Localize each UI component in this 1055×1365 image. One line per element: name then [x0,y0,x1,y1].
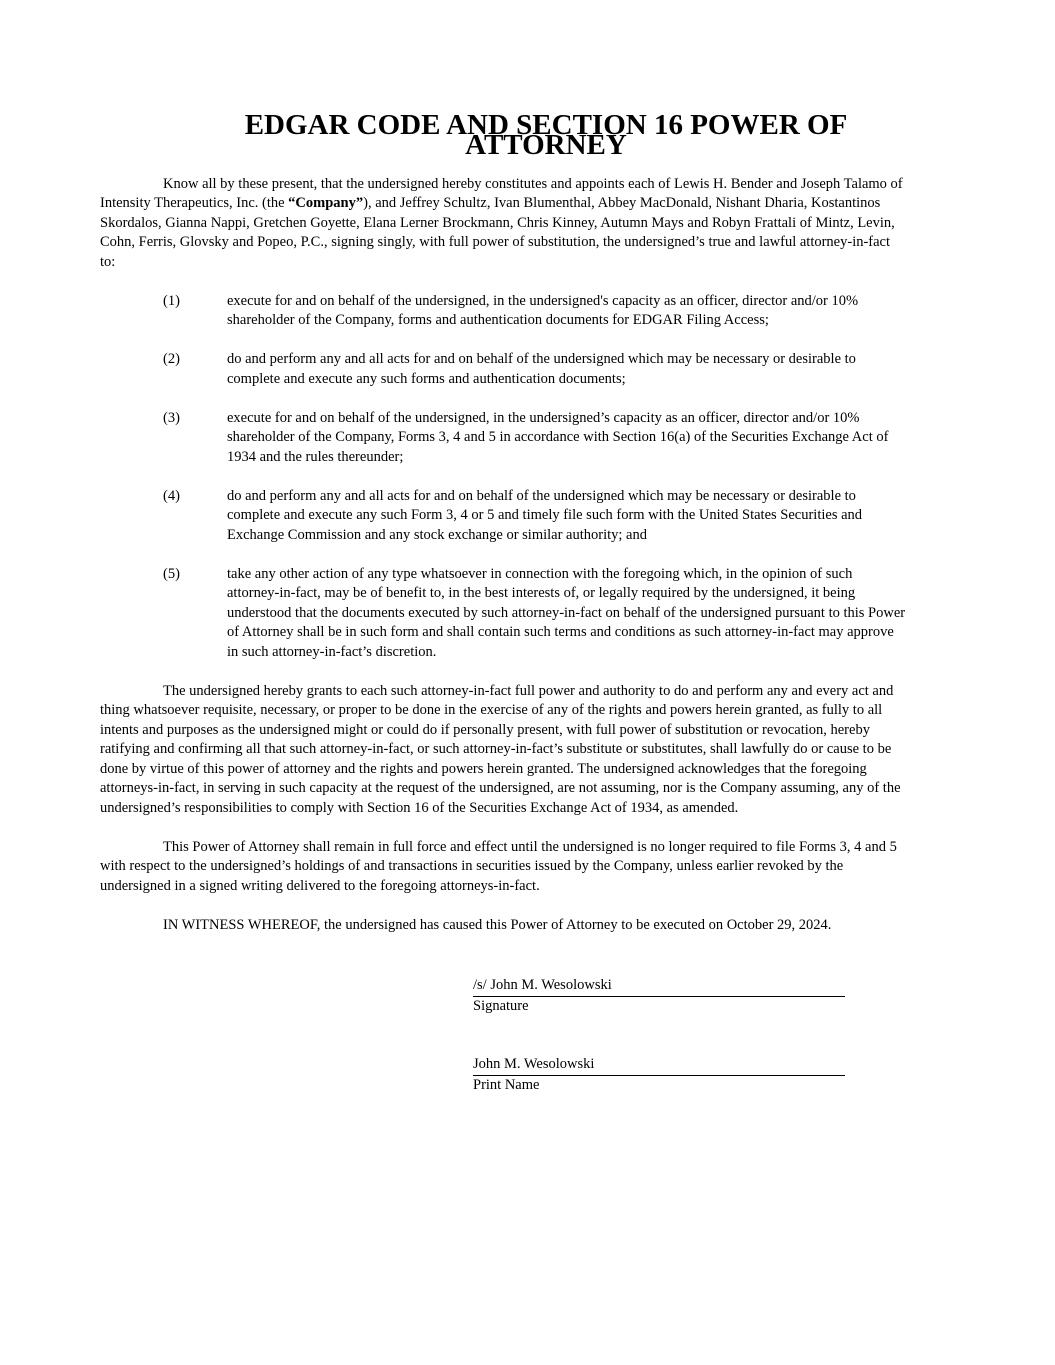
list-item-1 [100,292,908,331]
intro-text-after: ), and Jeffrey Schultz, Ivan Blumenthal, Abbey MacDonald, Nishant Dharia, Kostantinos Skordalos, Gianna Nappi, Gretchen Goyette, Elana Lerner Brockmann, Chris Kinney, Autumn Mays and Robyn Frattali of Mintz, Levin, Cohn, Ferris, Glovsky and Popeo, P.C., signing singly, with full power of substitution, the undersigned’s true and lawful attorney-in-fact to: [100,195,895,270]
signature-block [473,976,908,1095]
list-item-2-number: (2) [163,351,180,367]
list-item-5 [100,565,908,663]
signature-line: /s/ John M. Wesolowski [473,976,845,997]
duration-paragraph: This Power of Attorney shall remain in full force and effect until the undersigned is no longer required to file Forms 3, 4 and 5 with respect to the undersigned’s holdings of and transactions in securities issued by the Company, unless earlier revoked by the undersigned in a signed writing delivered to the foregoing attorneys-in-fact. [100,838,897,894]
list-item-4-text: do and perform any and all acts for and on behalf of the undersigned which may be necessary or desirable to complete and execute any such Form 3, 4 or 5 and timely file such form with the United States Securities and Exchange Commission and any stock exchange or similar authority; and [227,487,863,543]
list-item-1-number: (1) [163,292,180,309]
grant-of-authority-paragraph: The undersigned hereby grants to each such attorney-in-fact full power and authority to do and perform any and every act and thing whatsoever requisite, necessary, or proper to be done in the exercise of any of the rights and powers herein granted, as fully to all intents and purposes as the undersigned might or could do if personally present, with full power of substitution or revocation, hereby ratifying and confirming all that such attorney-in-fact, or such attorney-in-fact’s substitute or substitutes, shall lawfully do or cause to be done by virtue of this power of attorney and the rights and powers herein granted. The undersigned acknowledges that the foregoing attorneys-in-fact, in serving in such capacity at the request of the undersigned, are not assuming, nor is the Company assuming, any of the undersigned’s responsibilities to comply with Section 16 of the Securities Exchange Act of 1934, as amended. [100,682,901,816]
list-item-3-number: (3) [163,409,180,426]
list-item-5-text: take any other action of any type whatsoever in connection with the foregoing which, in the opinion of such attorney-in-fact, may be of benefit to, in the best interests of, or legally required by the undersigned, it being understood that the documents executed by such attorney-in-fact on behalf of the undersigned pursuant to this Power of Attorney shall be in such form and shall contain such terms and conditions as such attorney-in-fact may approve in such attorney-in-fact’s discretion. [227,565,906,660]
list-item-3 [100,409,908,468]
witness-paragraph: IN WITNESS WHEREOF, the undersigned has caused this Power of Attorney to be executed on October 29, 2024. [163,916,832,933]
list-item-4 [100,487,908,546]
print-name-label: Print Name [473,1076,540,1093]
document-title: EDGAR CODE AND SECTION 16 POWER OF ATTORNEY [244,109,848,161]
list-item-3-text: execute for and on behalf of the undersigned, in the undersigned’s capacity as an officer, director and/or 10% shareholder of the Company, Forms 3, 4 and 5 in accordance with Section 16(a) of the Securities Exchange Act of 1934 and the rules thereunder; [227,409,889,465]
list-item-2 [100,350,908,389]
intro-paragraph [100,175,908,273]
list-item-4-number: (4) [163,487,180,504]
company-term: “Company” [288,195,364,211]
list-item-5-number: (5) [163,565,180,582]
intro-text-before: Know all by these present, that the undersigned hereby constitutes and appoints each of Lewis H. Bender and Joseph Talamo of Intensity Therapeutics, Inc. (the [100,175,903,211]
signature-label: Signature [473,997,529,1014]
list-item-2-text: do and perform any and all acts for and on behalf of the undersigned which may be necessary or desirable to complete and execute any such forms and authentication documents; [227,351,856,387]
list-item-1-text: execute for and on behalf of the undersigned, in the undersigned's capacity as an officer, director and/or 10% shareholder of the Company, forms and authentication documents for EDGAR Filing Access; [227,292,859,328]
print-name-line: John M. Wesolowski [473,1055,845,1076]
